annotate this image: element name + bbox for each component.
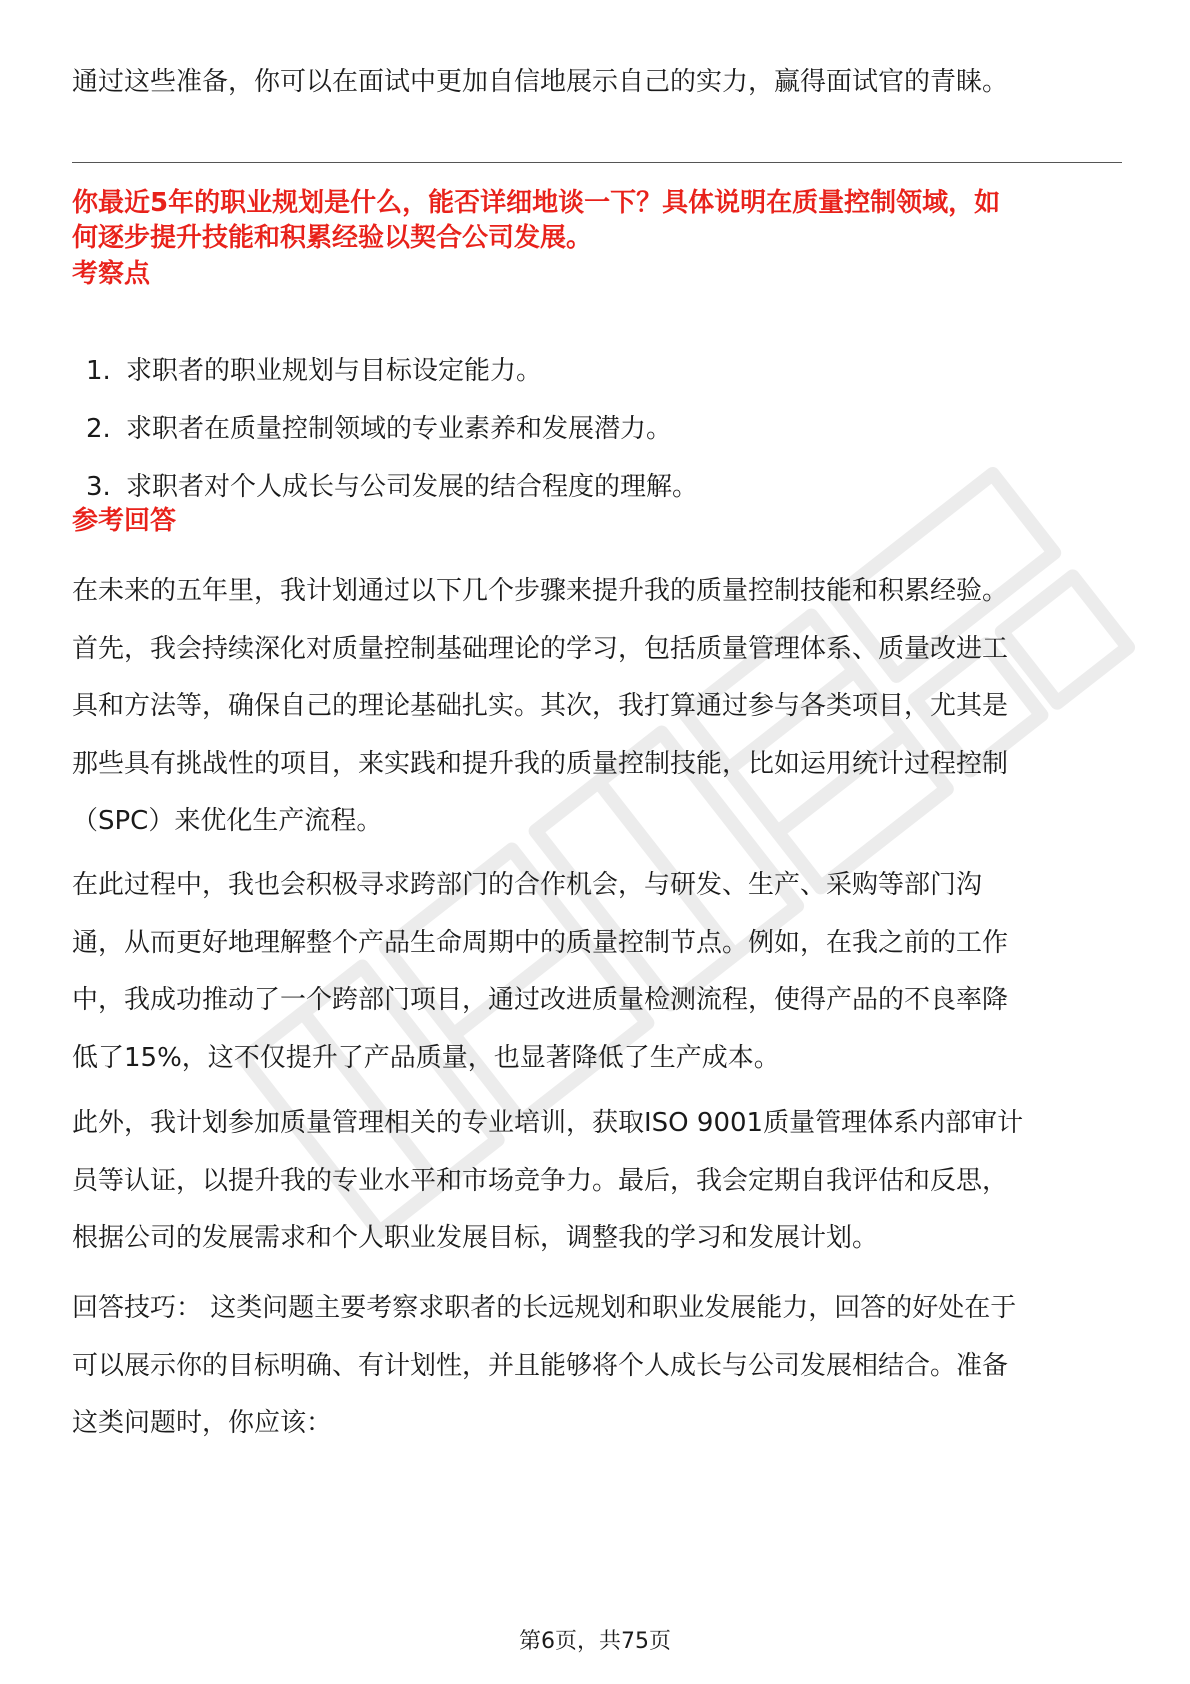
paragraph-line: 那些具有挑战性的项目，来实践和提升我的质量控制技能，比如运用统计过程控制 (72, 748, 1009, 779)
list-item-number: 3. (86, 472, 111, 502)
paragraph-line: 根据公司的发展需求和个人职业发展目标，调整我的学习和发展计划。 (72, 1223, 879, 1254)
list-item-number: 1. (86, 356, 111, 386)
intro-text: 通过这些准备，你可以在面试中更加自信地展示自己的实力，赢得面试官的青睐。 (72, 67, 1009, 97)
list-item (86, 409, 698, 467)
paragraph-line: 中，我成功推动了一个跨部门项目，通过改进质量检测流程，使得产品的不良率降 (72, 985, 1009, 1016)
question-line: 何逐步提升技能和积累经验以契合公司发展。 (72, 223, 593, 253)
paragraph-line: 员等认证，以提升我的专业水平和市场竞争力。最后，我会定期自我评估和反思， (72, 1165, 1009, 1196)
paragraph-line: 回答技巧： 这类问题主要考察求职者的长远规划和职业发展能力，回答的好处在于 (72, 1293, 1017, 1323)
page-number: 第6页，共75页 (519, 1629, 671, 1654)
answer-tips-paragraph (72, 1280, 1132, 1453)
paragraph-line: 低了15%，这不仅提升了产品质量，也显著降低了生产成本。 (72, 1042, 780, 1073)
paragraph-line: （SPC）来优化生产流程。 (72, 806, 383, 837)
answer-paragraph (72, 857, 1132, 1087)
list-item (86, 351, 698, 409)
section-divider (72, 162, 1122, 163)
paragraph-line: 在未来的五年里，我计划通过以下几个步骤来提升我的质量控制技能和积累经验。 (72, 576, 1009, 606)
paragraph-line: 具和方法等，确保自己的理论基础扎实。其次，我打算通过参与各类项目，尤其是 (72, 691, 1009, 722)
key-points-title: 考察点 (72, 259, 151, 289)
key-points-list (86, 351, 698, 525)
list-item (86, 467, 698, 525)
paragraph-line: 这类问题时，你应该： (72, 1408, 333, 1439)
list-item-text: 求职者的职业规划与目标设定能力。 (126, 356, 543, 386)
paragraph-line: 此外，我计划参加质量管理相关的专业培训，获取ISO 9001质量管理体系内部审计 (72, 1108, 1024, 1138)
list-item-text: 求职者在质量控制领域的专业素养和发展潜力。 (126, 414, 673, 444)
answer-paragraph (72, 563, 1132, 851)
paragraph-line: 可以展示你的目标明确、有计划性，并且能够将个人成长与公司发展相结合。准备 (72, 1350, 1009, 1381)
list-item-number: 2. (86, 414, 111, 444)
reference-answer-title: 参考回答 (72, 506, 177, 536)
interview-question (72, 186, 1122, 256)
paragraph-line: 首先，我会持续深化对质量控制基础理论的学习，包括质量管理体系、质量改进工 (72, 633, 1009, 664)
list-item-text: 求职者对个人成长与公司发展的结合程度的理解。 (126, 472, 699, 502)
paragraph-line: 通，从而更好地理解整个产品生命周期中的质量控制节点。例如，在我之前的工作 (72, 927, 1009, 958)
answer-paragraph (72, 1095, 1132, 1268)
paragraph-line: 在此过程中，我也会积极寻求跨部门的合作机会，与研发、生产、采购等部门沟 (72, 870, 983, 900)
question-line: 你最近5年的职业规划是什么，能否详细地谈一下？具体说明在质量控制领域，如 (72, 188, 1001, 218)
